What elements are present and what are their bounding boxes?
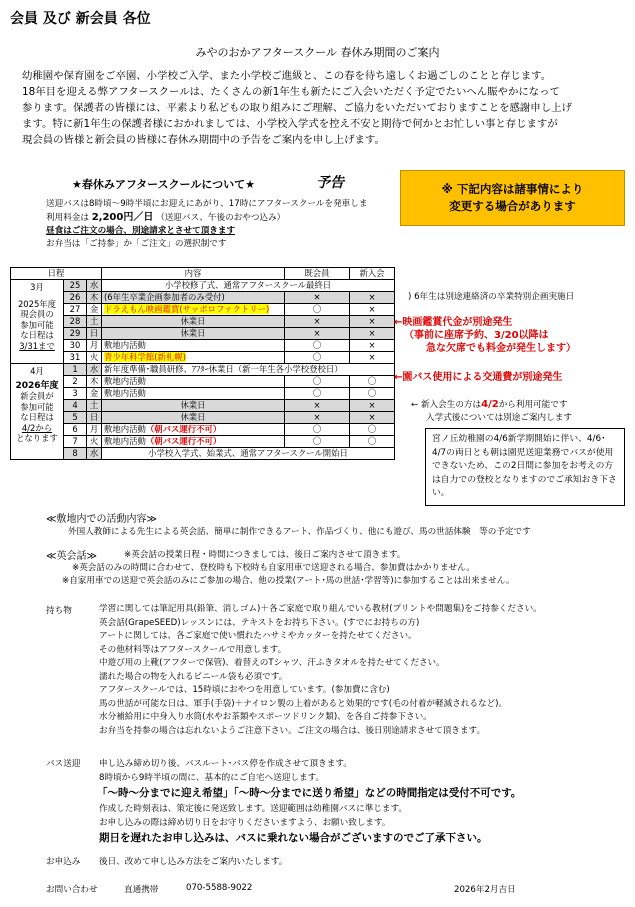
- intro-paragraph: 幼稚園や保育園をご卒園、小学校ご入学、また小学校ご進級と、この春を待ち遠しくお過ごしのことと存じます。 18年目を迎える弊アフタースクールは、たくさんの新1年生も新たにご入会いただく予定でたいへん賑やかになって 参ります。保護者の皆様には、平素より私どもの取り組みにご理解、ご協力をいただいておりますことを感謝申し上げ ます。特に新1年生の保護者様におかれましては、小学校入学式を控え不安と期待で何かとお忙しい事と存じますが 現会員の皆様と新会員の皆様に春休み期間中の予告をご案内を申し上げます。: [22, 70, 572, 146]
- table-row: 3 金 敷地内活動 〇 〇: [11, 388, 395, 400]
- bus-line-4: 作成した時刻表は、策定後に発送致します。送迎範囲は幼稚園バスに準じます。: [99, 804, 408, 814]
- activities-text: 外国人教師による先生による英会話、簡単に制作できるアート、作品づくり、他にも遊び、馬の世話体験 等の予定です: [68, 527, 531, 537]
- table-row: 4月 2026年度 新会員が 参加可能 な日程は 4/2から となります 1 水 新年度準備･職員研修、ｱﾌﾀｰ休業日（新一年生各小学校登校日）: [11, 364, 395, 376]
- bus-line-3: 「～時～分までに迎え希望」「～時～分までに送り希望」などの時間指定は受付不可です。: [97, 787, 522, 799]
- section-title: ★春休みアフタースクールについて★: [72, 178, 255, 191]
- march-cell: 3月 2025年度 現会員の 参加可能 な日程は 3/31まで: [11, 280, 64, 364]
- kindergarten-bus-note: 宮ノ丘幼稚園の4/6新学期開始に伴い、4/6･4/7の両日とも朝は園児送迎業務でバスが使用できないため、この2日間に参加をお考えの方は自力での登校となりますのでご承知おき下さい。: [425, 428, 625, 506]
- table-row: 6 月 敷地内活動（朝バス運行不可） 〇 〇: [11, 424, 395, 436]
- table-row: 3月 2025年度 現会員の 参加可能 な日程は 3/31まで 25 水 小学校修了式、通常アフタースクール最終日: [11, 280, 395, 292]
- english-line-3: ※自家用車での送迎で英会話のみにご参加の場合、他の授業(アート･馬の世話･学習等)に参加することは出来ません。: [62, 576, 515, 586]
- sixth-grade-note: ) 6年生は別途連絡済の卒業特別企画実施日: [408, 292, 575, 302]
- contact-phone: 070-5588-9022: [186, 883, 253, 893]
- table-row: 28 土 休業日 × ×: [11, 316, 395, 328]
- movie-fee-note: ←映画鑑賞代金が別途発生: [394, 317, 513, 328]
- header-new: 新入会: [350, 268, 395, 280]
- recipients-header: 会員 及び 新会員 各位: [10, 11, 151, 27]
- movie-fee-note-3: 急な欠席でも料金が発生します）: [426, 343, 576, 354]
- bus-line-2: 8時頃から9時半頃の間に、基本的にご自宅へ送迎します。: [99, 773, 325, 783]
- bus-line-6: 期日を遅れたお申し込みは、バスに乗れない場合がございますのでご了承下さい。: [99, 832, 488, 844]
- table-row: 30 月 敷地内活動 〇 ×: [11, 340, 395, 352]
- schedule-table: [10, 267, 395, 460]
- movie-fee-note-2: （事前に座席予約、3/20以降は: [404, 330, 549, 341]
- table-row: 7 火 敷地内活動（朝バス運行不可） 〇 〇: [11, 436, 395, 448]
- header-date: 日程: [11, 268, 102, 280]
- contact-name: 直通携帯: [124, 885, 159, 895]
- contact-label: お問い合わせ: [46, 885, 98, 895]
- header-member: 既会員: [285, 268, 350, 280]
- info-block: 送迎バスは8時頃～9時半頃にお迎えにあがり、17時にアフタースクールを発車しま 利用料金は 2,200円／日 （送迎バス、午後のおやつ込み） 昼食はご注文の場合、別途請求とさせて頂きます お弁当は「ご持参」か「ご注文」の選択制です: [46, 199, 368, 249]
- april-cell: 4月 2026年度 新会員が 参加可能 な日程は 4/2から となります: [11, 364, 64, 460]
- table-row: 2 木 敷地内活動 〇 〇: [11, 376, 395, 388]
- table-row: 4 土 休業日 × ×: [11, 400, 395, 412]
- header-content: 内容: [102, 268, 285, 280]
- activities-title: ≪敷地内での活動内容≫: [46, 514, 157, 525]
- notice-box: ※ 下記内容は諸事情により 変更する場合があります: [400, 170, 625, 226]
- bus-label: バス送迎: [46, 759, 81, 769]
- bus-fee-note: ←園バス使用による交通費が別途発生: [394, 372, 563, 383]
- table-row: 8 水 小学校入学式、始業式、通常アフタースクール開始日: [11, 448, 395, 460]
- table-row: 27 金 ドラえもん映画鑑賞(サッポロファクトリー) 〇 ×: [11, 304, 395, 316]
- page-title: みやのおかアフタースクール 春休み期間のご案内: [195, 46, 440, 59]
- table-row: 5 日 休業日 × ×: [11, 412, 395, 424]
- issue-date: 2026年2月吉日: [454, 885, 516, 895]
- bus-line-5: お申し込みの際は締め切り日をお守りくださいますよう、お願い致します。: [99, 818, 391, 828]
- belongings-label: 持ち物: [46, 606, 72, 616]
- english-line-1: ※英会話の授業日程・時間につきましては、後日ご案内させて頂きます。: [124, 550, 406, 560]
- table-row: 26 木 (6年生卒業企画参加者のみ受付) ✕ ×: [11, 292, 395, 304]
- application-text: 後日、改めて申し込み方法をご案内いたします。: [99, 857, 288, 867]
- english-title: ≪英会話≫: [46, 551, 97, 562]
- entrance-note: 入学式後については別途ご案内します: [426, 413, 572, 423]
- yokoku-label: 予告: [316, 175, 344, 191]
- belongings-list: 学習に関しては筆記用具(鉛筆、消しゴム)＋各ご家庭で取り組んでいる教材(プリントや問題集)をご持参ください。 英会話(GrapeSEED)レッスンには、テキストをお持ち下さい。(すでにお持ちの方) アートに関しては、各ご家庭で使い慣れたハサミやカッターを持たせてください。 その他材料等はアフタースクールで用意します。 中遊び用の上靴(アフターで保管)、着替えのTシャツ、汗ふきタオルを持たせてください。 濡れた場合の物を入れるビニール袋も必須です。 アフタースクールでは、15時頃におやつを用意しています。(参加費に含む) 馬の世話が可能な日は、軍手(手袋)＋ナイロン製の上着があると効果的です(毛の付着が軽減されるなど)。 水分補給用に中身入り水筒(水やお茶類やスポーツドリンク類)、を各自ご持参下さい。 お弁当を持参の場合は忘れないようご注意下さい。ご注文の場合は、後日別途請求させて頂きます。: [99, 604, 542, 736]
- english-line-2: ※英会話のみの時間に合わせて、登校時も下校時も自家用車で送迎される場合、参加費はかかりません。: [72, 563, 475, 573]
- table-row: 29 日 休業日 × ×: [11, 328, 395, 340]
- bus-line-1: 申し込み締め切り後、バスルート･バス停を作成させて頂きます。: [99, 759, 352, 769]
- application-label: お申込み: [46, 857, 81, 867]
- new-member-note: ← 新入会生の方は4/2から利用可能です: [411, 399, 568, 410]
- table-row: 31 火 青少年科学館(新札幌) 〇 ×: [11, 352, 395, 364]
